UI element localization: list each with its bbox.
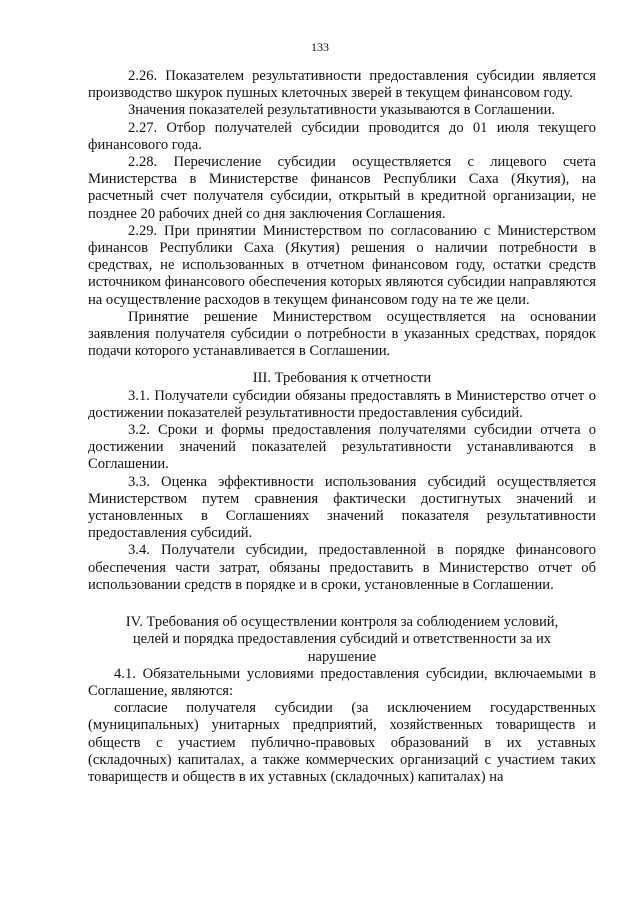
spacer <box>88 360 596 370</box>
section-4-heading-line-3: нарушение <box>307 648 377 665</box>
paragraph-3-4: 3.4. Получатели субсидии, предоставленной в порядке финансового обеспечения части затрат, обязаны предоставить в Министерство отчет об использовании средств в порядке и в сроки, установленные в Соглашении. <box>88 542 596 593</box>
paragraph-2-29: 2.29. При принятии Министерством по согласованию с Министерством финансов Республики Саха (Якутия) решения о наличии потребности в средствах, не использованных в отчетном финансовом году, остатки средств источником финансового обеспечения которых являются субсидии направляются на осуществление расходов в текущем финансовом году на те же цели. <box>88 222 596 308</box>
spacer <box>88 594 596 614</box>
paragraph-2-27: 2.27. Отбор получателей субсидии проводится до 01 июля текущего финансового года. <box>88 119 596 153</box>
paragraph-2-26: 2.26. Показателем результативности предоставления субсидии является производство шкурок пушных клеточных зверей в текущем финансовом году. <box>88 68 596 102</box>
paragraph-3-1: 3.1. Получатели субсидии обязаны предоставлять в Министерство отчет о достижении показателей результативности предоставления субсидий. <box>88 387 596 421</box>
paragraph-3-3: 3.3. Оценка эффективности использования субсидий осуществляется Министерством путем сравнения фактически достигнутых значений и установленных в Соглашениях значений показателя результативности предоставления субсидий. <box>88 473 596 542</box>
page-number: 133 <box>311 40 329 54</box>
paragraph-2-28: 2.28. Перечисление субсидии осуществляется с лицевого счета Министерства в Министерстве финансов Республики Саха (Якутия), на расчетный счет получателя субсидии, открытый в кредитной организации, не позднее 20 рабочих дней со дня заключения Соглашения. <box>88 154 596 222</box>
paragraph-3-2: 3.2. Сроки и формы предоставления получателями субсидии отчета о достижении значений показателей результативности устанавливаются в Соглашении. <box>88 422 596 473</box>
paragraph-indicators-note: Значения показателей результативности указываются в Соглашении. <box>128 102 556 119</box>
section-3-heading: III. Требования к отчетности <box>252 370 432 387</box>
section-4-heading-line-1: IV. Требования об осуществлении контроля за соблюдением условий, <box>125 614 559 631</box>
section-4-heading-line-2: целей и порядка предоставления субсидий и ответственности за их <box>132 631 552 648</box>
paragraph-decision-note: Принятие решение Министерством осуществляется на основании заявления получателя субсидии о потребности в указанных средствах, порядок подачи которого устанавливается в Соглашении. <box>88 308 596 360</box>
document-body <box>88 68 596 786</box>
paragraph-4-1: 4.1. Обязательными условиями предоставления субсидии, включаемыми в Соглашение, являются: <box>88 665 596 699</box>
paragraph-consent: согласие получателя субсидии (за исключением государственных (муниципальных) унитарных предприятий, хозяйственных товариществ и обществ с участием публично-правовых образований в их уставных (складочных) капиталах, а также коммерческих организаций с участием таких товариществ и обществ в их уставных (складочных) капиталах) на <box>88 700 596 785</box>
